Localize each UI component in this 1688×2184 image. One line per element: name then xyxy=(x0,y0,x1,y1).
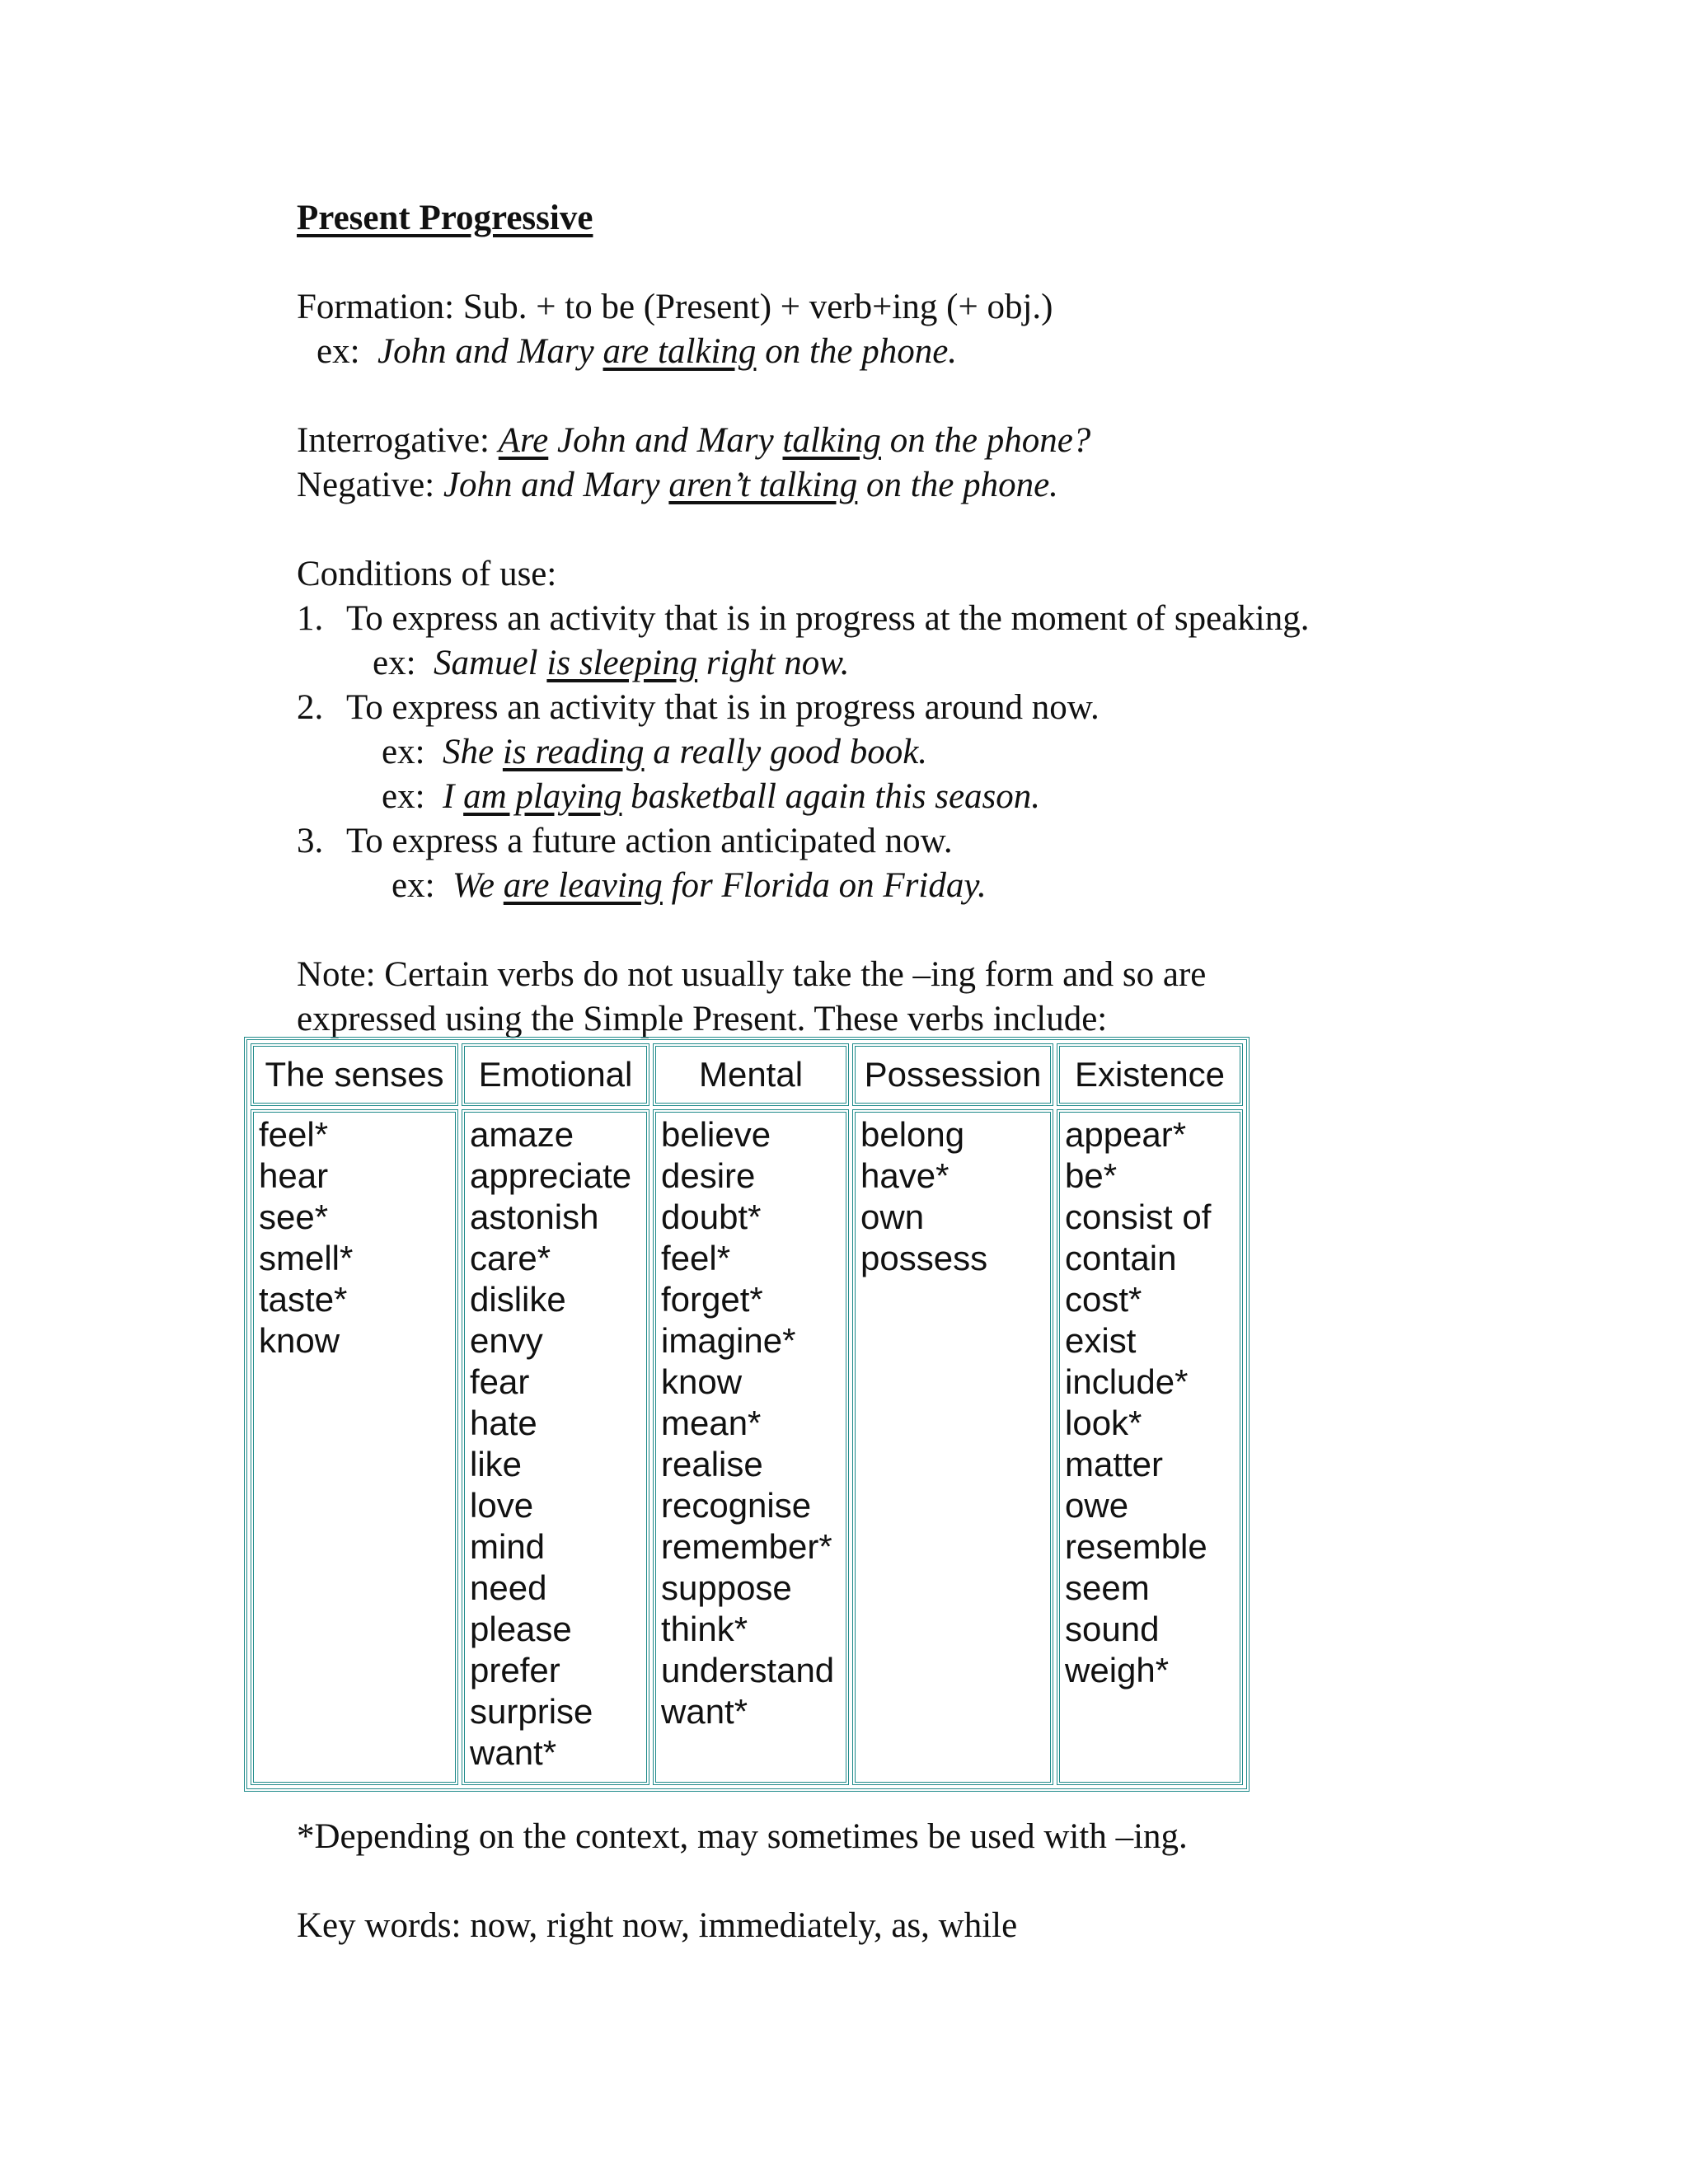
interrogative-text: John and Mary xyxy=(548,421,783,460)
condition-text: To express an activity that is in progress around now. xyxy=(346,688,1100,727)
condition-item xyxy=(297,686,1533,819)
verb-item: fear xyxy=(470,1362,530,1401)
condition-number: 1. xyxy=(297,599,324,638)
column-header-existence: Existence xyxy=(1057,1043,1243,1106)
example-text: right now. xyxy=(697,644,850,682)
verb-item: realise xyxy=(661,1445,763,1483)
condition-example xyxy=(297,641,1533,686)
verb-item: hear xyxy=(259,1156,329,1195)
interrogative-text: on the phone? xyxy=(880,421,1091,460)
verb-item: surprise xyxy=(470,1692,593,1731)
example-prefix: ex: xyxy=(382,777,425,816)
formation-example xyxy=(297,330,1533,374)
example-text: We xyxy=(452,866,504,905)
verb-item: prefer xyxy=(470,1651,560,1690)
condition-example xyxy=(297,775,1533,819)
table-row xyxy=(251,1109,1243,1785)
verb-item: appreciate xyxy=(470,1156,632,1195)
interrogative-label: Interrogative: xyxy=(297,421,499,460)
verb-item: look* xyxy=(1065,1404,1142,1442)
verb-item: weigh* xyxy=(1065,1651,1170,1690)
condition-item xyxy=(297,597,1533,686)
verbs-cell-emotional xyxy=(462,1109,649,1785)
verb-item: need xyxy=(470,1568,547,1607)
verb-item: love xyxy=(470,1486,534,1525)
verb-item: appear* xyxy=(1065,1115,1187,1154)
example-text: Samuel xyxy=(434,644,547,682)
verb-item: understand xyxy=(661,1651,835,1690)
conditions-heading: Conditions of use: xyxy=(297,555,557,593)
verb-item: belong xyxy=(860,1115,965,1154)
interrogative-line xyxy=(297,419,1533,463)
example-text: for Florida on Friday. xyxy=(662,866,987,905)
verb-item: possess xyxy=(860,1239,988,1277)
verb-item: recognise xyxy=(661,1486,812,1525)
condition-item xyxy=(297,819,1533,908)
verb-item: see* xyxy=(259,1197,329,1236)
interrogative-aux: Are xyxy=(498,421,549,460)
page-title: Present Progressive xyxy=(297,199,593,237)
condition-example xyxy=(297,864,1533,908)
verbs-cell-mental xyxy=(653,1109,849,1785)
verb-item: forget* xyxy=(661,1280,763,1319)
verb-item: consist of xyxy=(1065,1197,1212,1236)
verb-item: owe xyxy=(1065,1486,1129,1525)
verb-item: contain xyxy=(1065,1239,1177,1277)
condition-text: To express a future action anticipated now. xyxy=(346,822,953,860)
example-verb: is reading xyxy=(502,733,645,771)
document-body xyxy=(297,196,1533,1042)
verb-item: doubt* xyxy=(661,1197,762,1236)
verb-item: own xyxy=(860,1197,925,1236)
condition-number: 2. xyxy=(297,688,324,727)
formation-line: Formation: Sub. + to be (Present) + verb+ing (+ obj.) xyxy=(297,288,1053,326)
example-text: basketball again this season. xyxy=(621,777,1041,816)
condition-text: To express an activity that is in progress at the moment of speaking. xyxy=(346,599,1310,638)
table-header-row xyxy=(251,1043,1243,1106)
verb-item: include* xyxy=(1065,1362,1189,1401)
negative-text: on the phone. xyxy=(857,466,1058,504)
verb-item: feel* xyxy=(661,1239,731,1277)
column-header-emotional: Emotional xyxy=(462,1043,649,1106)
example-verb: are leaving xyxy=(503,866,663,905)
verb-item: imagine* xyxy=(661,1321,796,1360)
example-prefix: ex: xyxy=(316,332,360,371)
interrogative-verb: talking xyxy=(782,421,881,460)
example-prefix: ex: xyxy=(392,866,435,905)
verb-item: smell* xyxy=(259,1239,354,1277)
column-header-possession: Possession xyxy=(852,1043,1053,1106)
verb-item: amaze xyxy=(470,1115,574,1154)
example-verb: am playing xyxy=(463,777,622,816)
example-text: John and Mary xyxy=(377,332,603,371)
verb-item: hate xyxy=(470,1404,537,1442)
verb-item: mind xyxy=(470,1527,546,1566)
verb-item: envy xyxy=(470,1321,543,1360)
negative-label: Negative: xyxy=(297,466,443,504)
verb-item: suppose xyxy=(661,1568,792,1607)
column-header-mental: Mental xyxy=(653,1043,849,1106)
column-header-senses: The senses xyxy=(251,1043,458,1106)
example-text: a really good book. xyxy=(644,733,928,771)
verb-item: please xyxy=(470,1610,572,1648)
verb-item: want* xyxy=(470,1733,557,1772)
verb-item: seem xyxy=(1065,1568,1150,1607)
condition-example xyxy=(297,730,1533,775)
example-prefix: ex: xyxy=(373,644,416,682)
verb-item: matter xyxy=(1065,1445,1164,1483)
negative-text: John and Mary xyxy=(443,466,669,504)
conditions-list xyxy=(297,597,1533,908)
note-line-2: expressed using the Simple Present. These verbs include: xyxy=(297,1000,1108,1038)
footnote: *Depending on the context, may sometimes be used with –ing. xyxy=(297,1817,1188,1856)
verb-item: feel* xyxy=(259,1115,329,1154)
verb-item: know xyxy=(259,1321,340,1360)
verb-item: think* xyxy=(661,1610,748,1648)
verb-item: desire xyxy=(661,1156,756,1195)
example-verb: is sleeping xyxy=(546,644,698,682)
example-text: I xyxy=(443,777,464,816)
verb-item: astonish xyxy=(470,1197,599,1236)
verb-item: want* xyxy=(661,1692,748,1731)
verb-item: dislike xyxy=(470,1280,566,1319)
condition-number: 3. xyxy=(297,822,324,860)
verb-item: taste* xyxy=(259,1280,348,1319)
negative-line xyxy=(297,463,1533,508)
verb-item: mean* xyxy=(661,1404,762,1442)
key-words: Key words: now, right now, immediately, as, while xyxy=(297,1906,1018,1945)
stative-verbs-table xyxy=(244,1037,1250,1792)
verbs-cell-existence xyxy=(1057,1109,1243,1785)
verb-item: sound xyxy=(1065,1610,1160,1648)
verb-item: cost* xyxy=(1065,1280,1142,1319)
verbs-cell-possession xyxy=(852,1109,1053,1785)
verb-item: believe xyxy=(661,1115,771,1154)
verb-item: resemble xyxy=(1065,1527,1207,1566)
verb-item: exist xyxy=(1065,1321,1137,1360)
verbs-cell-senses xyxy=(251,1109,458,1785)
verb-item: remember* xyxy=(661,1527,832,1566)
example-text: She xyxy=(443,733,503,771)
example-text: on the phone. xyxy=(756,332,958,371)
verb-item: know xyxy=(661,1362,743,1401)
negative-verb: aren’t talking xyxy=(668,466,858,504)
example-prefix: ex: xyxy=(382,733,425,771)
verb-item: be* xyxy=(1065,1156,1118,1195)
verb-item: have* xyxy=(860,1156,950,1195)
note-line-1: Note: Certain verbs do not usually take the –ing form and so are xyxy=(297,955,1207,994)
verb-item: care* xyxy=(470,1239,551,1277)
example-verb: are talking xyxy=(603,332,757,371)
verb-item: like xyxy=(470,1445,523,1483)
